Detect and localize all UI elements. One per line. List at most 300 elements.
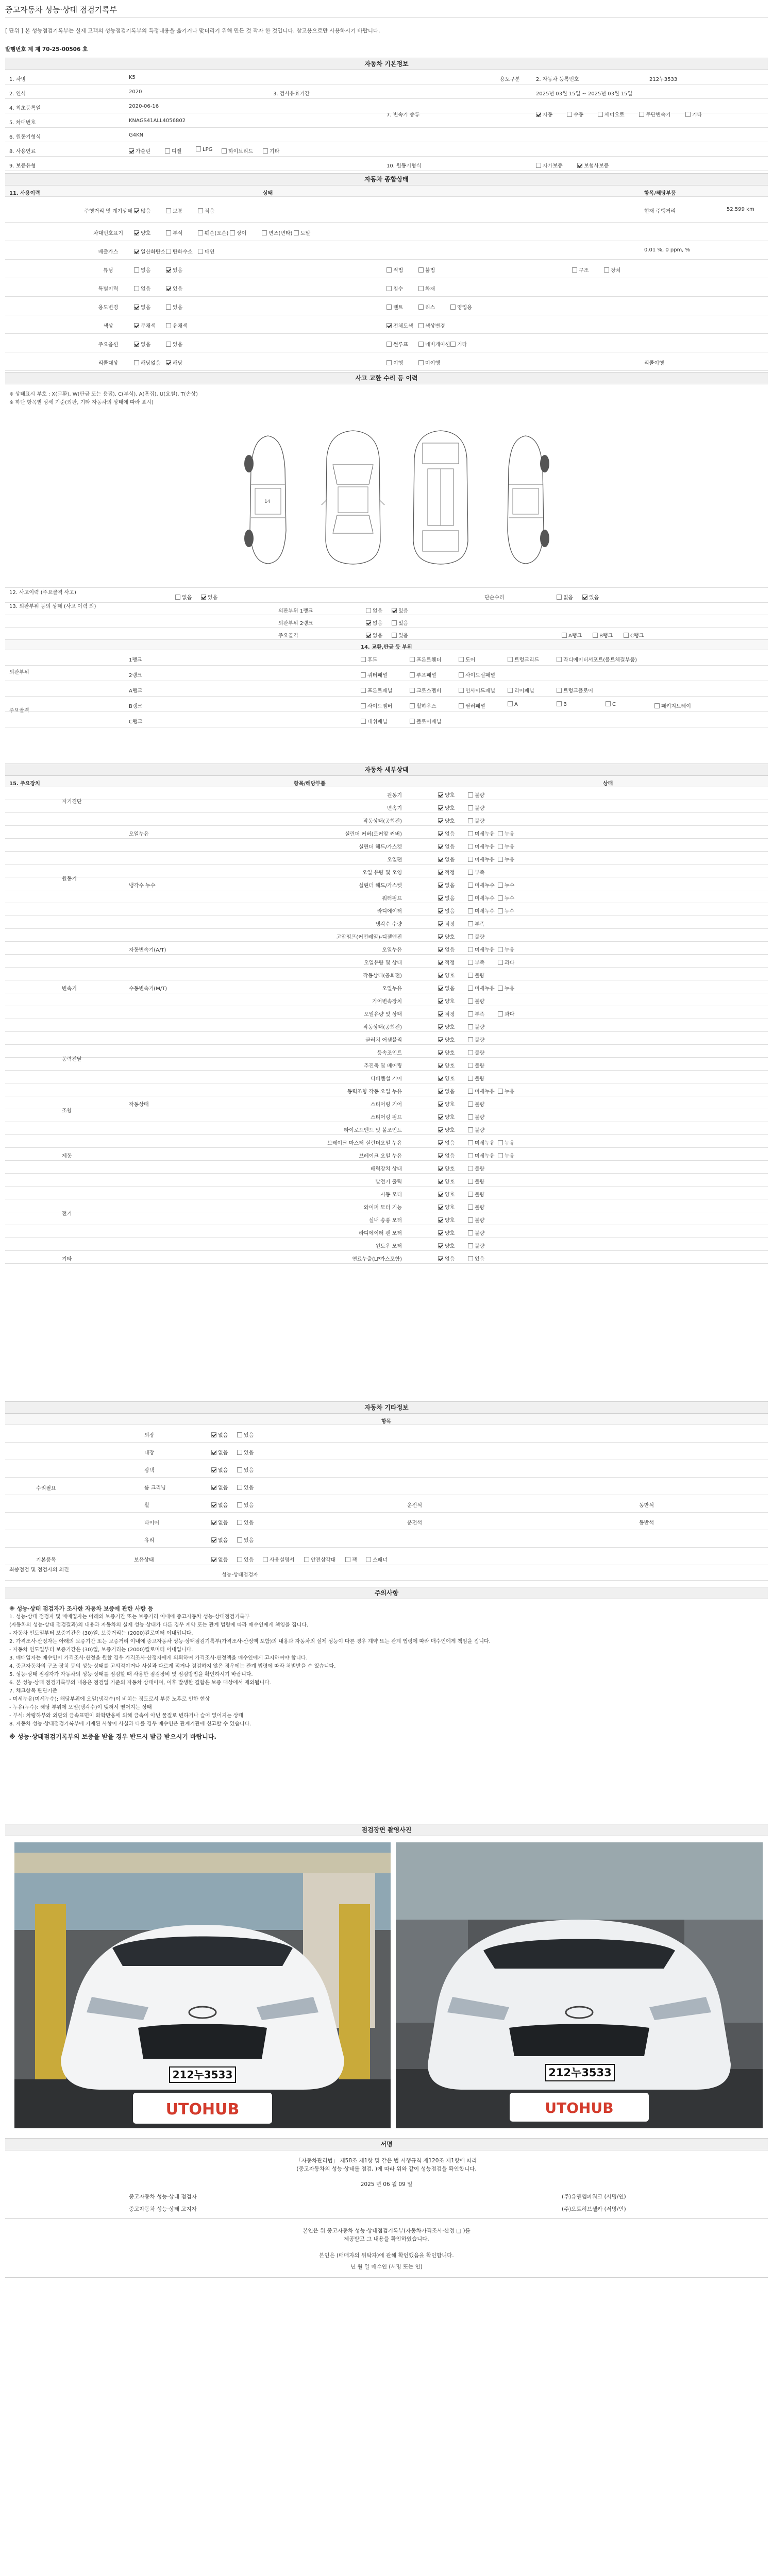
detail-option[interactable]: 양호 — [438, 971, 455, 979]
checkbox-icon — [166, 230, 171, 235]
detail-item-label: 오일 유량 및 오염 — [362, 870, 402, 876]
extra-option[interactable]: 없음 — [211, 1483, 228, 1491]
detail-option[interactable]: 양호 — [438, 1023, 455, 1030]
checkbox-icon — [468, 947, 473, 952]
detail-option[interactable]: 없음 — [438, 881, 455, 889]
detail-option[interactable]: 양호 — [438, 804, 455, 811]
car-rear-photo — [396, 1842, 763, 2128]
checkbox-icon — [166, 323, 171, 328]
general-option[interactable]: 변조(변타) — [262, 229, 292, 236]
detail-option[interactable]: 양호 — [438, 1061, 455, 1069]
checkbox-icon — [498, 947, 503, 952]
extra-option[interactable]: 있음 — [237, 1483, 254, 1491]
parts-option[interactable]: 필러패널 — [459, 702, 485, 709]
general-option[interactable]: 있음 — [166, 340, 182, 348]
detail-option[interactable]: 불량 — [468, 1190, 484, 1198]
detail-item-label: 동력조향 작동 오일 누유 — [347, 1089, 402, 1095]
detail-option[interactable]: 불량 — [468, 1177, 484, 1185]
extra-side-label: 동반석 — [639, 1520, 654, 1526]
checkbox-icon — [468, 1011, 473, 1016]
detail-option[interactable]: 미세누수 — [468, 907, 495, 914]
general-option[interactable]: 있음 — [166, 303, 182, 311]
detail-option[interactable]: 적정 — [438, 868, 455, 876]
general-row — [5, 297, 768, 315]
detail-option[interactable]: 불량 — [468, 1036, 484, 1043]
extra-option[interactable]: 있음 — [237, 1431, 254, 1438]
detail-option[interactable]: 불량 — [468, 791, 484, 799]
checkbox-checked-icon — [166, 267, 171, 273]
detail-option[interactable]: 있음 — [468, 1255, 484, 1262]
general-extra-option[interactable]: 전체도색 — [386, 321, 413, 329]
frame3-c[interactable]: C랭크 — [624, 631, 644, 639]
checkbox-icon — [386, 304, 392, 310]
detail-item-label: 시동 모터 — [380, 1192, 402, 1198]
parts-option[interactable]: 쿼터패널 — [361, 671, 388, 679]
detail-option[interactable]: 양호 — [438, 1074, 455, 1082]
parts-option[interactable]: A — [508, 702, 518, 707]
detail-option[interactable]: 불량 — [468, 817, 484, 824]
checkbox-checked-icon — [438, 831, 443, 836]
extra-option[interactable]: 없음 — [211, 1501, 228, 1509]
notes-line: - 미세누유(미세누수): 해당부위에 오일(냉각수)이 비치는 정도로서 부품 노후로 인한 현상 — [9, 1697, 210, 1702]
parts-option[interactable]: 사이드실패널 — [459, 671, 495, 679]
basic-items-manual[interactable]: 사용설명서 — [263, 1555, 294, 1563]
checkbox-checked-icon — [438, 1011, 443, 1016]
basic-items-triangle[interactable]: 안전삼각대 — [304, 1555, 335, 1563]
detail-option[interactable]: 불량 — [468, 1203, 484, 1211]
checkbox-checked-icon — [211, 1485, 216, 1490]
detail-option[interactable]: 불량 — [468, 1100, 484, 1108]
detail-option[interactable]: 양호 — [438, 1177, 455, 1185]
simple-repair-none[interactable]: 없음 — [557, 593, 573, 601]
detail-option[interactable]: 양호 — [438, 1216, 455, 1224]
notes-line: 1. 성능·상태 점검자 및 매매업자는 아래의 보증기간 또는 보증거리 이내에 중고자동차 성능·상태점검기록부 — [9, 1614, 250, 1620]
detail-option[interactable]: 불량 — [468, 933, 484, 940]
checkbox-icon — [198, 249, 203, 254]
general-option[interactable]: 보통 — [166, 207, 182, 214]
detail-option[interactable]: 불량 — [468, 1229, 484, 1236]
detail-option[interactable]: 없음 — [438, 842, 455, 850]
confirm-line-1: 본인은 위 중고자동차 성능·상태점검기록부(자동차가격조사·산정 □ )를 — [303, 2228, 470, 2234]
detail-option[interactable]: 불량 — [468, 804, 484, 811]
general-option[interactable]: 부식 — [166, 229, 182, 236]
general-option[interactable]: 양호 — [134, 229, 150, 236]
extra-option[interactable]: 없음 — [211, 1536, 228, 1544]
checkbox-icon — [468, 1037, 473, 1042]
notes-line: 4. 중고자동차의 구조·장치 등의 성능·상태를 고의적이거나 사실과 다르게 적거나 점검하지 않은 경우에는 관계 법령에 따라 처벌받을 수 있습니다. — [9, 1664, 336, 1669]
detail-row — [5, 1199, 768, 1212]
detail-item-label: 디퍼렌셜 기어 — [370, 1076, 402, 1082]
detail-option[interactable]: 양호 — [438, 1126, 455, 1133]
detail-option[interactable]: 양호 — [438, 1100, 455, 1108]
detail-row — [5, 980, 768, 993]
detail-option[interactable]: 양호 — [438, 933, 455, 940]
extra-item-label: 타이어 — [144, 1520, 159, 1526]
parts-row — [5, 681, 768, 697]
extra-col-header — [5, 1414, 768, 1425]
parts-option[interactable]: 리어패널 — [508, 686, 534, 694]
frame2-label: 외판부위 2랭크 — [278, 621, 313, 626]
detail-option[interactable]: 미세누수 — [468, 894, 495, 902]
detail-row — [5, 1251, 768, 1264]
checkbox-icon — [468, 1127, 473, 1132]
extra-option[interactable]: 없음 — [211, 1466, 228, 1473]
parts-option[interactable]: 트렁크리드 — [508, 655, 539, 663]
sign-divider — [5, 2218, 768, 2219]
general-extra-option[interactable]: 적법 — [386, 266, 403, 274]
general-option[interactable]: 없음 — [134, 284, 150, 292]
extra-option[interactable]: 있음 — [237, 1536, 254, 1544]
detail-option[interactable]: 양호 — [438, 817, 455, 824]
detail-option[interactable]: 부족 — [468, 1010, 484, 1018]
detail-option[interactable]: 없음 — [438, 945, 455, 953]
parts-option[interactable]: 사이드멤버 — [361, 702, 392, 709]
detail-option[interactable]: 미세누유 — [468, 945, 495, 953]
parts-option[interactable]: 후드 — [361, 655, 377, 663]
extra-option[interactable]: 있음 — [237, 1448, 254, 1456]
detail-option[interactable]: 누유 — [498, 842, 514, 850]
parts-option[interactable]: 크로스멤버 — [410, 686, 441, 694]
detail-row — [5, 826, 768, 839]
general-extra-option[interactable]: 구조 — [572, 266, 589, 274]
frame3-none[interactable]: 없음 — [366, 631, 382, 639]
notes-line: 5. 성능·상태 점검자가 자동차의 성능·상태를 점검할 때 사용한 점검장비 및 점검방법을 확인하시기 바랍니다. — [9, 1672, 253, 1677]
basic-items-none[interactable]: 없음 — [211, 1555, 228, 1563]
checkbox-icon — [166, 249, 171, 254]
general-extra-option[interactable]: 이행 — [386, 359, 403, 366]
transmission-other[interactable]: 기타 — [685, 110, 702, 118]
fuel-other[interactable]: 기타 — [263, 147, 279, 155]
warranty-insurer[interactable]: 보험사보증 — [577, 161, 609, 169]
basic-items-yes[interactable]: 있음 — [237, 1555, 254, 1563]
checkbox-checked-icon — [438, 1127, 443, 1132]
frame3-b[interactable]: B랭크 — [593, 631, 613, 639]
detail-option[interactable]: 과다 — [498, 958, 514, 966]
checkbox-checked-icon — [134, 230, 139, 235]
general-extra-option[interactable]: 렌트 — [386, 303, 403, 311]
general-option[interactable]: 도말 — [294, 229, 310, 236]
license-plate-front: 212누3533 — [169, 2066, 236, 2083]
detail-row — [5, 993, 768, 1006]
detail-option[interactable]: 과다 — [498, 1010, 514, 1018]
parts-option[interactable]: 휠하우스 — [410, 702, 436, 709]
general-option[interactable]: 일산화탄소 — [134, 247, 165, 255]
notes-line: - 자동차 인도일부터 보증기간은 (30)일, 보증거리는 (2000)킬로미터 이내입니다. — [9, 1647, 193, 1653]
checkbox-checked-icon — [438, 1076, 443, 1081]
basic-items-jack[interactable]: 잭 — [345, 1555, 357, 1563]
extra-option[interactable]: 없음 — [211, 1518, 228, 1526]
detail-row — [5, 1006, 768, 1019]
extra-option[interactable]: 있음 — [237, 1501, 254, 1509]
buyer-sign[interactable]: 년 월 일 매수인 (서명 또는 인) — [350, 2264, 423, 2270]
general-extra-option[interactable]: 기타 — [450, 340, 467, 348]
accident-yes[interactable]: 있음 — [201, 593, 217, 601]
checkbox-icon — [410, 703, 415, 708]
frame2-yes[interactable]: 있음 — [392, 619, 408, 626]
detail-row — [5, 1109, 768, 1122]
detail-option[interactable]: 미세누유 — [468, 1087, 495, 1095]
checkbox-icon — [134, 267, 139, 273]
checkbox-icon — [237, 1557, 242, 1562]
extra-item-label: 룸 크리닝 — [144, 1485, 166, 1491]
warranty-self[interactable]: 자가보증 — [536, 161, 563, 169]
general-option[interactable]: 해당 — [166, 359, 182, 366]
detail-option[interactable]: 불량 — [468, 1242, 484, 1249]
detail-option[interactable]: 없음 — [438, 1087, 455, 1095]
detail-option[interactable]: 적정 — [438, 1010, 455, 1018]
detail-option[interactable]: 양호 — [438, 1229, 455, 1236]
detail-option[interactable]: 미세누유 — [468, 1139, 495, 1146]
detail-option[interactable]: 없음 — [438, 1255, 455, 1262]
inspector-sign[interactable]: (주)유앤엠파워크 (서명/인) — [562, 2194, 626, 2200]
general-option[interactable]: 있음 — [166, 284, 182, 292]
general-option[interactable]: 해당없음 — [134, 359, 161, 366]
transmission-auto[interactable]: 자동 — [536, 110, 552, 118]
accident-none[interactable]: 없음 — [175, 593, 192, 601]
general-extra-option[interactable]: 장치 — [604, 266, 620, 274]
detail-option[interactable]: 누유 — [498, 855, 514, 863]
parts-option[interactable]: 프론트패널 — [361, 686, 392, 694]
checkbox-icon — [468, 1256, 473, 1261]
checkbox-icon — [498, 883, 503, 888]
notes-line: 7. 체크항목 판단기준 — [9, 1688, 58, 1694]
fuel-diesel[interactable]: 디젤 — [165, 147, 181, 155]
detail-option[interactable]: 누수 — [498, 907, 514, 914]
extra-side-label: 동반석 — [639, 1503, 654, 1509]
detail-option[interactable]: 누유 — [498, 1139, 514, 1146]
checkbox-icon — [459, 657, 464, 662]
general-row-label: 주요옵션 — [98, 342, 119, 348]
vin-value: KNAGS41ALL4056802 — [129, 118, 186, 124]
parts-option[interactable]: 라디에이터서포트(볼트체결부품) — [557, 655, 637, 663]
detail-item-label: 배력장치 상태 — [370, 1166, 402, 1172]
parts-option[interactable]: 도어 — [459, 655, 475, 663]
detail-option[interactable]: 부족 — [468, 920, 484, 927]
extra-option[interactable]: 있음 — [237, 1518, 254, 1526]
detail-option[interactable]: 양호 — [438, 1190, 455, 1198]
detail-option[interactable]: 부족 — [468, 958, 484, 966]
detail-option[interactable]: 불량 — [468, 1074, 484, 1082]
checkbox-icon — [468, 934, 473, 939]
detail-sub-label: 수동변속기(M/T) — [129, 986, 167, 992]
frame1-yes[interactable]: 있음 — [392, 606, 408, 614]
general-row-label: 용도변경 — [98, 305, 119, 311]
checkbox-icon — [410, 688, 415, 693]
general-option[interactable]: 없음 — [134, 266, 150, 274]
general-option[interactable]: 많음 — [134, 207, 150, 214]
general-col-3: 항목/해당부품 — [644, 191, 676, 196]
transmission-manual[interactable]: 수동 — [567, 110, 583, 118]
detail-option[interactable]: 불량 — [468, 1216, 484, 1224]
detail-option[interactable]: 없음 — [438, 829, 455, 837]
detail-option[interactable]: 미세누유 — [468, 855, 495, 863]
detail-row — [5, 1212, 768, 1225]
frame1-none[interactable]: 없음 — [366, 606, 382, 614]
general-option[interactable]: 탄화수소 — [166, 247, 193, 255]
detail-option[interactable]: 미세누유 — [468, 829, 495, 837]
parts-rank-label: 1랭크 — [129, 657, 142, 663]
parts-option[interactable]: 인사이드패널 — [459, 686, 495, 694]
checkbox-icon — [450, 342, 456, 347]
checkbox-checked-icon — [438, 1166, 443, 1171]
general-row — [5, 334, 768, 352]
checkbox-icon — [361, 719, 366, 724]
detail-option[interactable]: 누수 — [498, 894, 514, 902]
detail-item-label: 발전기 출력 — [375, 1179, 402, 1185]
detail-option[interactable]: 미세누유 — [468, 842, 495, 850]
general-option[interactable]: 있음 — [166, 266, 182, 274]
checkbox-checked-icon — [438, 1192, 443, 1197]
detail-option[interactable]: 양호 — [438, 1164, 455, 1172]
parts-option[interactable]: 루프패널 — [410, 671, 436, 679]
detail-option[interactable]: 불량 — [468, 1023, 484, 1030]
inspector-label: 중고자동차 성능·상태 점검자 — [129, 2194, 197, 2200]
checkbox-icon — [366, 1557, 371, 1562]
checkbox-checked-icon — [438, 986, 443, 991]
checkbox-icon — [604, 267, 609, 273]
detail-option[interactable]: 불량 — [468, 1126, 484, 1133]
general-option[interactable]: 없음 — [134, 303, 150, 311]
frame3-yes[interactable]: 있음 — [392, 631, 408, 639]
general-option[interactable]: 적음 — [198, 207, 214, 214]
general-row-label: 색상 — [103, 324, 113, 329]
parts-option[interactable]: B — [557, 702, 567, 707]
detail-option[interactable]: 누유 — [498, 1087, 514, 1095]
detail-option[interactable]: 없음 — [438, 984, 455, 992]
frame3-a[interactable]: A랭크 — [562, 631, 582, 639]
detail-item-label: 냉각수 수량 — [375, 922, 402, 927]
basic-items-spanner[interactable]: 스패너 — [366, 1555, 388, 1563]
general-extra-option[interactable]: 침수 — [386, 284, 403, 292]
document-number-value: 제 70-25-00506 호 — [35, 46, 88, 53]
detail-option[interactable]: 양호 — [438, 997, 455, 1005]
detail-option[interactable]: 양호 — [438, 1242, 455, 1249]
car-top-diagram — [320, 428, 386, 567]
general-extra-option[interactable]: 썬루프 — [386, 340, 408, 348]
checkbox-icon — [386, 267, 392, 273]
detail-option[interactable]: 적정 — [438, 920, 455, 927]
fuel-hybrid[interactable]: 하이브리드 — [222, 147, 253, 155]
checkbox-icon — [468, 870, 473, 875]
engine-model-label: 10. 원동기형식 — [386, 163, 422, 169]
detail-option[interactable]: 미세누수 — [468, 881, 495, 889]
detail-item-label: 등속조인트 — [377, 1050, 402, 1056]
detail-option[interactable]: 없음 — [438, 907, 455, 914]
general-option[interactable]: 매연 — [198, 247, 214, 255]
detail-option[interactable]: 누유 — [498, 945, 514, 953]
general-option[interactable]: 무채색 — [134, 321, 156, 329]
general-extra-option[interactable]: 미이행 — [418, 359, 440, 366]
detail-option[interactable]: 누유 — [498, 829, 514, 837]
basic-items-row — [5, 1551, 768, 1565]
detail-option[interactable]: 양호 — [438, 1048, 455, 1056]
general-extra-option[interactable]: 화재 — [418, 284, 435, 292]
detail-sub-label: 자동변속기(A/T) — [129, 947, 166, 953]
detail-option[interactable]: 불량 — [468, 971, 484, 979]
checkbox-checked-icon — [438, 895, 443, 901]
detail-option[interactable]: 불량 — [468, 1164, 484, 1172]
parts-option[interactable]: 대쉬패널 — [361, 717, 388, 725]
detail-item-label: 라디에이터 — [377, 909, 402, 914]
parts-option[interactable]: 패키지트레이 — [654, 702, 691, 709]
extra-option[interactable]: 없음 — [211, 1431, 228, 1438]
general-extra-option[interactable]: 색상변경 — [418, 321, 445, 329]
detail-sub-label: 작동상태 — [129, 1102, 149, 1108]
fuel-gasoline[interactable]: 가솔린 — [129, 147, 150, 155]
detail-option[interactable]: 누유 — [498, 1151, 514, 1159]
detail-option[interactable]: 미세누유 — [468, 984, 495, 992]
parts-option[interactable]: C — [606, 702, 616, 707]
detail-option[interactable]: 불량 — [468, 1048, 484, 1056]
dealer-sign[interactable]: (주)오토허브셀카 (서명/인) — [562, 2206, 626, 2212]
fuel-lpg[interactable]: LPG — [196, 147, 212, 152]
checkbox-icon — [198, 230, 203, 235]
detail-option[interactable]: 없음 — [438, 1139, 455, 1146]
detail-option[interactable]: 적정 — [438, 958, 455, 966]
detail-option[interactable]: 누유 — [498, 984, 514, 992]
detail-option[interactable]: 불량 — [468, 1061, 484, 1069]
detail-option[interactable]: 없음 — [438, 894, 455, 902]
general-option[interactable]: 유채색 — [166, 321, 188, 329]
section-detail-header: 자동차 세부상태 — [5, 764, 768, 776]
frame2-none[interactable]: 없음 — [366, 619, 382, 626]
detail-item-label: 실린더 커버(로커암 커버) — [345, 832, 402, 837]
detail-option[interactable]: 불량 — [468, 997, 484, 1005]
detail-option[interactable]: 부족 — [468, 868, 484, 876]
general-extra-option[interactable]: 리스 — [418, 303, 435, 311]
checkbox-icon — [468, 1063, 473, 1068]
extra-item-label: 휠 — [144, 1503, 149, 1509]
checkbox-checked-icon — [438, 1101, 443, 1107]
dealer-label: 중고자동차 성능·상태 고지자 — [129, 2206, 197, 2212]
general-option[interactable]: 훼손(오손) — [198, 229, 228, 236]
general-extra-option[interactable]: 네비게이션 — [418, 340, 450, 348]
general-extra-option[interactable]: 불법 — [418, 266, 435, 274]
detail-option[interactable]: 없음 — [438, 1151, 455, 1159]
detail-option[interactable]: 불량 — [468, 1113, 484, 1121]
section-basic-header: 자동차 기본정보 — [5, 58, 768, 70]
general-extra-option[interactable]: 영업용 — [450, 303, 472, 311]
checkbox-icon — [468, 1217, 473, 1223]
detail-option[interactable]: 미세누유 — [468, 1151, 495, 1159]
detail-col-2: 항목/해당부품 — [294, 781, 326, 787]
transmission-semi[interactable]: 세미오토 — [598, 110, 625, 118]
detail-item-label: 오일유량 및 상태 — [364, 960, 402, 966]
detail-option[interactable]: 없음 — [438, 855, 455, 863]
transmission-cvt[interactable]: 무단변속기 — [639, 110, 670, 118]
parts-option[interactable]: 트렁크플로어 — [557, 686, 593, 694]
checkbox-icon — [418, 342, 424, 347]
parts-option[interactable]: 플로어패널 — [410, 717, 441, 725]
detail-option[interactable]: 누수 — [498, 881, 514, 889]
checkbox-icon — [392, 620, 397, 625]
general-row-label: 차대번호표기 — [93, 231, 123, 236]
detail-option[interactable]: 양호 — [438, 1036, 455, 1043]
general-option[interactable]: 없음 — [134, 340, 150, 348]
checkbox-checked-icon — [438, 870, 443, 875]
detail-option[interactable]: 양호 — [438, 791, 455, 799]
detail-option[interactable]: 양호 — [438, 1113, 455, 1121]
simple-repair-yes[interactable]: 있음 — [582, 593, 599, 601]
general-option[interactable]: 상이 — [230, 229, 246, 236]
extra-option[interactable]: 있음 — [237, 1466, 254, 1473]
extra-option[interactable]: 없음 — [211, 1448, 228, 1456]
detail-item-label: 작동상태(공회전) — [363, 819, 402, 824]
checkbox-icon — [304, 1557, 309, 1562]
detail-option[interactable]: 양호 — [438, 1203, 455, 1211]
parts-option[interactable]: 프론트휀더 — [410, 655, 441, 663]
checkbox-icon — [557, 701, 562, 706]
